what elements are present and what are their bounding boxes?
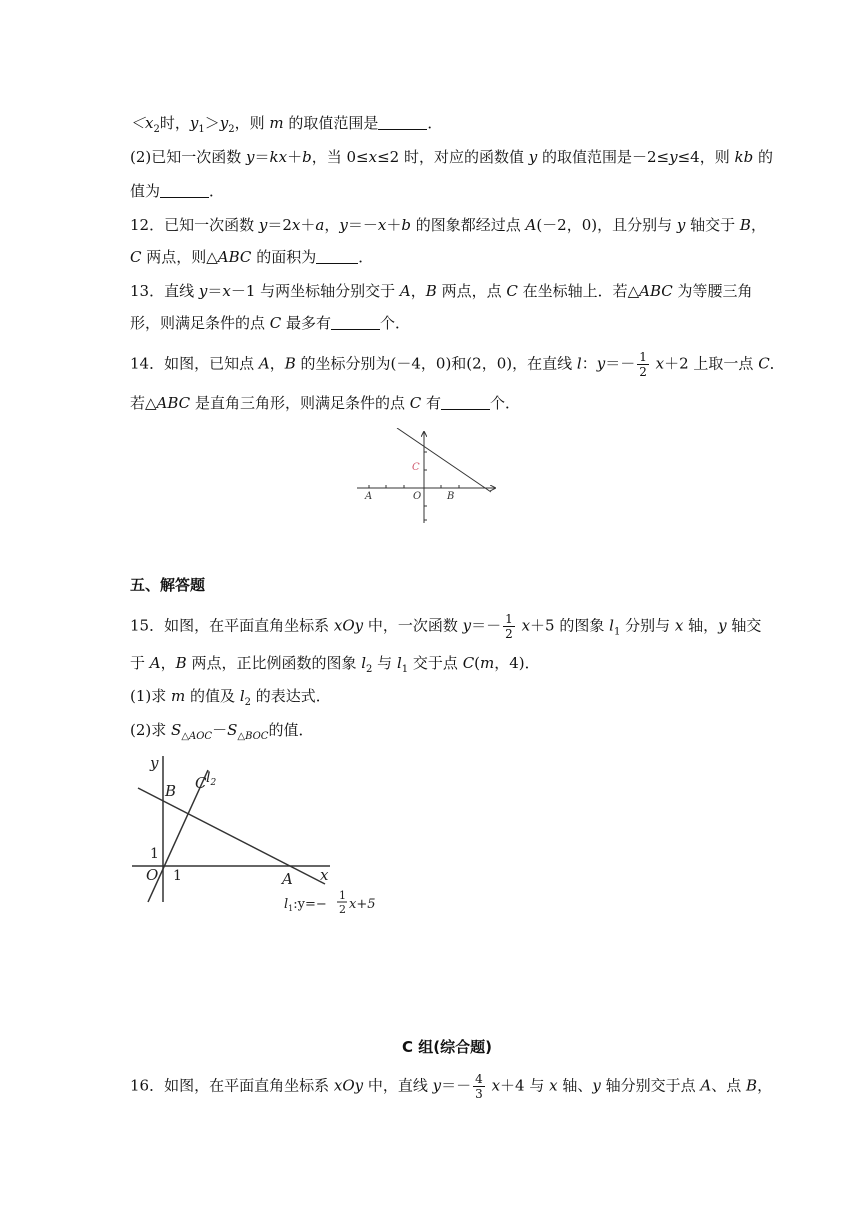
math-var: kb: [734, 148, 754, 166]
group-c-heading: C 组(综合题): [402, 1038, 492, 1056]
math-var: l: [396, 654, 402, 672]
text-run: 、点: [711, 1076, 747, 1095]
math-var: x: [222, 282, 231, 300]
math-var: l: [576, 354, 582, 373]
q15-line2: [130, 653, 540, 680]
math-var: y: [258, 216, 268, 234]
text-run: －1 与两坐标轴分别交于: [230, 282, 400, 300]
text-run: 个．: [380, 314, 411, 332]
equation-l1-tail: x+5: [349, 897, 376, 912]
text-run: ，: [160, 654, 176, 672]
fraction: $\frac{1}{2}$: [505, 612, 513, 641]
math-var: B: [284, 354, 296, 373]
q15-figure: [130, 752, 390, 922]
text-run: 的值．: [268, 721, 314, 739]
fraction: $\frac{4}{3}$: [475, 1072, 483, 1101]
label-C: C: [412, 462, 420, 473]
math-var: ＜x: [130, 114, 154, 132]
q11-part2-line1: [130, 147, 773, 167]
text-run: ，: [750, 216, 766, 234]
math-var: x: [521, 616, 531, 635]
text-run: 12．已知一次函数: [130, 216, 259, 234]
text-run: ＋: [287, 148, 303, 166]
answer-blank: [160, 181, 209, 198]
text-run: ≤2 时，对应的函数值: [377, 148, 529, 166]
math-var: A: [149, 654, 161, 672]
fraction: $\frac{1}{2}$: [639, 350, 647, 379]
text-run: 分别与: [620, 616, 675, 635]
math-var: y: [528, 148, 538, 166]
math-var: C: [130, 248, 142, 266]
text-run: 的图象都经过点: [410, 216, 526, 234]
q11-part2-line2: [130, 181, 224, 201]
math-var: xOy: [333, 1076, 364, 1095]
math-var: x: [549, 1076, 558, 1095]
text-run: ：: [581, 354, 597, 373]
text-run: 形，则满足条件的点: [130, 314, 270, 332]
q12-line1: [130, 215, 766, 235]
text-run: (1)求: [130, 687, 172, 705]
math-var: y: [246, 148, 255, 166]
math-var: x: [291, 216, 301, 234]
math-var: A: [258, 354, 270, 373]
math-var: S: [227, 721, 238, 739]
subscript: 1: [401, 664, 409, 675]
equation-l1: $l_1:y=-$: [284, 897, 327, 913]
math-var: kx: [269, 148, 288, 166]
q12-line2: [130, 247, 373, 267]
text-run: ＋2 上取一点: [664, 354, 759, 373]
text-run: 的表达式．: [251, 687, 331, 705]
text-run: 轴，: [683, 616, 719, 635]
text-run: 若△: [130, 394, 157, 412]
math-var: C: [462, 654, 475, 672]
math-var: l: [609, 616, 614, 635]
text-run: 的值及: [185, 687, 240, 705]
text-run: ，当 0≤: [311, 148, 369, 166]
math-var: A: [399, 282, 411, 300]
text-run: ，则: [234, 114, 270, 132]
math-var: C: [269, 314, 282, 332]
text-run: 为等腰三角: [672, 282, 753, 300]
text-run: ．: [209, 182, 225, 200]
text-run: 15．如图，在平面直角坐标系: [130, 616, 334, 635]
math-var: x: [674, 616, 684, 635]
text-run: (2)已知一次函数: [130, 148, 247, 166]
text-run: 的坐标分别为(－4，0)和(2，0)，在直线: [295, 354, 577, 373]
text-run: (－2，0)，且分别与: [536, 216, 677, 234]
text-run: 的取值范围是－2≤: [537, 148, 670, 166]
text-run: (: [474, 654, 481, 672]
text-run: ，: [757, 1076, 773, 1095]
text-run: 16．如图，在平面直角坐标系: [130, 1076, 334, 1095]
label-O: O: [146, 866, 159, 884]
label-B: B: [447, 491, 455, 502]
text-run: 14．如图，已知点: [130, 354, 259, 373]
label-y: y: [150, 754, 159, 772]
math-var: x: [377, 216, 387, 234]
math-var: b: [401, 216, 411, 234]
text-run: (2)求: [130, 721, 172, 739]
math-var: C: [409, 394, 422, 412]
math-var: ABC: [217, 248, 252, 266]
text-run: ＝－: [347, 216, 378, 234]
math-var: C: [506, 282, 518, 300]
text-run: 轴分别交于点: [600, 1076, 701, 1095]
math-var: y: [198, 282, 208, 300]
q15-line1: [130, 612, 761, 643]
math-var: xOy: [333, 616, 364, 635]
text-run: 两点，点: [436, 282, 507, 300]
math-var: l: [361, 654, 367, 672]
subscript: 2: [366, 664, 373, 675]
math-var: y: [189, 114, 199, 132]
text-run: ＝－: [441, 1076, 472, 1095]
text-run: 中，直线: [363, 1076, 433, 1095]
text-run: ＋5 的图象: [530, 616, 610, 635]
text-run: 于: [130, 654, 150, 672]
text-run: 的取值范围是: [283, 114, 379, 132]
text-run: 两点，正比例函数的图象: [186, 654, 362, 672]
math-var: y: [592, 1076, 601, 1095]
subscript: 2: [244, 697, 251, 708]
label-one-x: 1: [173, 868, 182, 884]
math-var: m: [171, 687, 186, 705]
math-var: l: [239, 687, 245, 705]
q14-figure: [355, 428, 505, 528]
math-var: ABC: [639, 282, 673, 300]
subscript: 2: [228, 124, 235, 135]
text-run: ＋: [386, 216, 402, 234]
text-run: ＋: [300, 216, 316, 234]
math-var: B: [175, 654, 187, 672]
math-var: a: [315, 216, 325, 234]
text-run: 在坐标轴上．若△: [517, 282, 640, 300]
q14-line2: [130, 393, 520, 413]
text-run: ．: [427, 114, 443, 132]
q15-part2: [130, 720, 313, 747]
text-run: 有: [421, 394, 441, 412]
q11-line1: [130, 113, 442, 140]
subscript: 1: [198, 124, 205, 135]
label-A: A: [365, 491, 373, 502]
text-run: 最多有: [281, 314, 332, 332]
math-var: b: [302, 148, 312, 166]
text-run: 交于点: [408, 654, 463, 672]
text-run: ＝－: [471, 616, 502, 635]
text-run: ＞: [204, 114, 220, 132]
text-run: ＝: [254, 148, 270, 166]
label-B: B: [165, 782, 177, 800]
text-run: ＋4 与: [500, 1076, 550, 1095]
subscript: △AOC: [181, 731, 213, 742]
text-run: 与: [372, 654, 397, 672]
q16-line1: [130, 1072, 772, 1101]
math-var: y: [596, 354, 606, 373]
answer-blank: [441, 393, 490, 410]
text-run: 的: [753, 148, 773, 166]
math-var: ABC: [156, 394, 191, 412]
text-run: ，: [324, 216, 340, 234]
math-var: m: [480, 654, 495, 672]
q15-part1: [130, 686, 331, 713]
math-var: x: [655, 354, 665, 373]
math-var: x: [368, 148, 378, 166]
text-run: ＝: [207, 282, 223, 300]
text-run: 轴、: [557, 1076, 593, 1095]
math-var: A: [525, 216, 537, 234]
subscript: △BOC: [237, 731, 269, 742]
text-run: 两点，则△: [141, 248, 218, 266]
line-l1: [138, 788, 325, 884]
text-run: 13．直线: [130, 282, 199, 300]
text-run: ＝2: [267, 216, 292, 234]
text-run: －: [212, 721, 228, 739]
label-O: O: [413, 491, 422, 502]
math-var: x: [491, 1076, 501, 1095]
math-var: B: [739, 216, 751, 234]
text-run: ，: [269, 354, 285, 373]
line-l: [397, 428, 491, 492]
label-one-y: 1: [150, 846, 159, 862]
text-run: 轴交: [726, 616, 762, 635]
answer-blank: [331, 313, 380, 330]
text-run: 时，: [159, 114, 190, 132]
text-run: 的面积为: [251, 248, 317, 266]
label-l2: $l_2$: [206, 770, 217, 788]
math-var: A: [700, 1076, 712, 1095]
label-x: x: [320, 866, 329, 884]
answer-blank: [378, 113, 427, 130]
math-var: y: [669, 148, 678, 166]
text-run: ．: [358, 248, 374, 266]
text-run: 轴交于: [685, 216, 740, 234]
q13-line2: [130, 313, 410, 333]
label-C: C: [195, 774, 207, 792]
label-A: A: [282, 870, 293, 888]
subscript: 1: [613, 626, 621, 638]
text-run: 中，一次函数: [363, 616, 463, 635]
text-run: ，4)．: [494, 654, 540, 672]
text-run: 值为: [130, 182, 161, 200]
math-var: B: [425, 282, 437, 300]
math-var: C: [758, 354, 770, 373]
math-var: y: [339, 216, 348, 234]
text-run: ．: [769, 354, 785, 373]
equation-l1-num: 1: [339, 889, 346, 902]
math-var: B: [746, 1076, 758, 1095]
answer-blank: [316, 247, 358, 264]
math-var: y: [432, 1076, 442, 1095]
section-heading-5: 五、解答题: [130, 576, 206, 594]
math-var: y: [219, 114, 229, 132]
text-run: ＝－: [605, 354, 636, 373]
q13-line1: [130, 281, 753, 301]
math-var: y: [718, 616, 727, 635]
math-var: y: [462, 616, 472, 635]
math-var: S: [171, 721, 182, 739]
text-run: 是直角三角形，则满足条件的点: [190, 394, 410, 412]
math-var: m: [269, 114, 284, 132]
math-var: y: [676, 216, 686, 234]
subscript: 2: [153, 124, 160, 135]
equation-l1-den: 2: [339, 903, 346, 916]
text-run: 个．: [489, 394, 520, 412]
text-run: ≤4，则: [677, 148, 735, 166]
text-run: ，: [410, 282, 426, 300]
q14-line1: [130, 350, 785, 379]
